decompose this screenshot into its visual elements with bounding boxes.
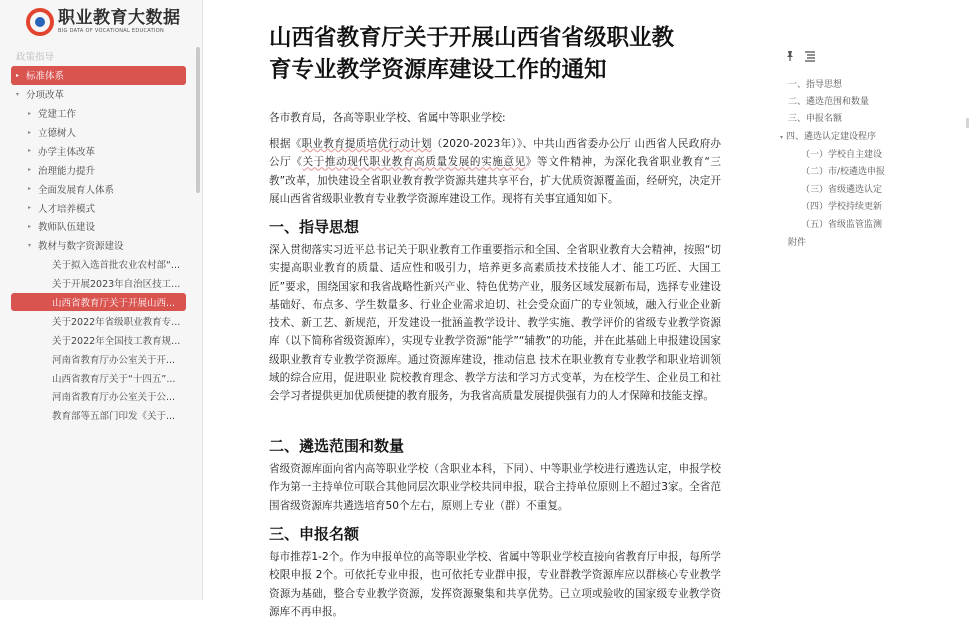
chevron-right-icon[interactable]: ▸ <box>16 71 20 79</box>
outline-item[interactable] <box>801 217 882 230</box>
intro-text: （2020-2023年）》、中共山西省委办公厅 山西省人民政府办公厅《 <box>269 138 722 169</box>
sidebar <box>0 0 203 600</box>
intro-text: 》等文件精神，为深化我省职业教育“三教”改革，加快建设全省职业教育教学资源共建共享平台，扩大优质资源覆盖面，经研究，决定开展山西省省级职业教育专业教学资源库建设工作。现将有关事宜通知如下。 <box>269 156 721 205</box>
chevron-right-icon[interactable]: ▸ <box>28 185 32 193</box>
outline-item[interactable] <box>801 147 882 160</box>
outline-item-label: 四、遴选认定建设程序 <box>786 132 877 142</box>
sidebar-item-label: 办学主体改革 <box>38 146 96 158</box>
chevron-right-icon[interactable]: ▸ <box>28 109 32 117</box>
sidebar-item-label: 关于2022年省级职业教育专... <box>52 316 181 328</box>
outline-item[interactable] <box>788 111 842 124</box>
document-content <box>203 0 760 618</box>
outline-item[interactable] <box>780 129 876 142</box>
sidebar-item-label: 关于2022年全国技工教育规... <box>52 335 181 347</box>
chevron-right-icon[interactable]: ▸ <box>28 204 32 212</box>
outline-item[interactable] <box>801 182 882 195</box>
sidebar-item[interactable] <box>0 198 196 217</box>
sidebar-item[interactable] <box>0 160 196 179</box>
outline-item[interactable] <box>801 164 885 177</box>
logo-icon <box>26 8 54 36</box>
sidebar-item-label: 关于拟入选首批农业农村部“... <box>52 260 180 272</box>
sidebar-item-label: 治理能力提升 <box>38 165 96 177</box>
list-icon[interactable] <box>804 50 816 62</box>
section-paragraph-1: 深入贯彻落实习近平总书记关于职业教育工作重要指示和全国、全省职业教育大会精神，按照“切实提高职业教育的质量、适应性和吸引力，培养更多高素质技术技能人才、能工巧匠、大国工匠”要求，围绕国家和我省战略性新兴产业、特色优势产业，服务区域发展新布局，选择专业建设基础好、布点多、学生数量多、行业企业需求迫切、社会受众面广的专业领域，融入行业企业新技术、新工艺、新规范，开发建设一批涵盖教学设计、教学实施、教学评价的省级专业教学资源库（以下简称省级资源库），实现专业教学资源“能学”“辅教”的功能，并在此基础上申报建设国家级职业教育专业教学资源库。通过资源库建设，推动信息 技术在职业教育专业教学和职业培训领域的综合应用，促进职业 院校教育理念、教学方法和学习方式变革，为在校学生、企业员工和社会学习者提供更加优质便捷的教育服务，为我省高质量发展提供强有力的人才保障和技能支撑。 <box>269 244 721 403</box>
sidebar-item-label: 教育部等五部门印发《关于... <box>52 411 176 423</box>
section-paragraph-3: 每市推荐1-2个。作为申报单位的高等职业学校、省属中等职业学校直接向省教育厅申报，每所学校限申报 2个。可依托专业申报，也可依托专业群申报，专业群教学资源库应以群核心专业教学资源为基础，整合专业教学资源，发挥资源聚集和共享优势。已立项或验收的国家级专业教学资源库不再申报。 <box>269 551 721 618</box>
outline-toolbar <box>784 50 816 62</box>
intro-paragraph <box>269 135 721 208</box>
outline-item-label: （二）市/校遴选申报 <box>801 167 886 177</box>
outline-item-label: （四）学校持续更新 <box>801 202 883 212</box>
sidebar-item-label: 河南省教育厅办公室关于公... <box>52 392 176 404</box>
chevron-down-icon[interactable]: ▾ <box>16 90 20 98</box>
sidebar-item[interactable] <box>0 349 196 368</box>
sidebar-item[interactable] <box>0 311 196 330</box>
sidebar-item[interactable] <box>0 47 196 66</box>
sidebar-item-label: 分项改革 <box>26 90 65 102</box>
title-line-1: 山西省教育厅关于开展山西省省级职业教 <box>269 25 675 51</box>
logo-subtitle: BIG DATA OF VOCATIONAL EDUCATION <box>58 28 165 34</box>
sidebar-item-label: 教材与数字资源建设 <box>38 241 124 253</box>
outline-item-label: 二、遴选范围和数量 <box>788 97 870 107</box>
outline-item-label: （三）省级遴选认定 <box>801 185 883 195</box>
intro-text: 根据《 <box>269 138 302 150</box>
section-heading-1: 一、指导思想 <box>269 218 360 236</box>
sidebar-item-label: 河南省教育厅办公室关于开... <box>52 354 176 366</box>
sidebar-item[interactable] <box>0 255 196 274</box>
chevron-down-icon[interactable]: ▾ <box>28 241 32 249</box>
outline-item-label: 一、指导思想 <box>788 80 843 90</box>
sidebar-item[interactable] <box>11 293 186 312</box>
sidebar-item[interactable] <box>0 387 196 406</box>
chevron-right-icon[interactable]: ▸ <box>28 147 32 155</box>
chevron-right-icon[interactable]: ▸ <box>28 166 32 174</box>
title-line-2: 育专业教学资源库建设工作的通知 <box>269 57 607 83</box>
chevron-right-icon[interactable]: ▸ <box>28 222 32 230</box>
right-scrollbar[interactable] <box>966 118 969 128</box>
chevron-down-icon[interactable]: ▾ <box>780 134 784 141</box>
sidebar-item[interactable] <box>0 330 196 349</box>
outline-item[interactable] <box>788 94 869 107</box>
sidebar-item[interactable] <box>0 123 196 142</box>
section-heading-2: 二、遴选范围和数量 <box>269 437 405 455</box>
sidebar-scrollbar[interactable] <box>196 47 200 193</box>
sidebar-item[interactable] <box>0 368 196 387</box>
sidebar-item-label: 全面发展育人体系 <box>38 184 115 196</box>
sidebar-item-label: 立德树人 <box>38 128 77 139</box>
chevron-right-icon[interactable]: ▸ <box>28 128 32 136</box>
sidebar-item[interactable] <box>0 141 196 160</box>
outline-item-label: 三、申报名额 <box>788 114 843 124</box>
sidebar-item[interactable] <box>0 217 196 236</box>
sidebar-item-label: 政策指导 <box>16 52 55 64</box>
pin-icon[interactable] <box>784 50 796 62</box>
sidebar-item-label: 标准体系 <box>26 71 65 83</box>
outline-item-label: （一）学校自主建设 <box>801 150 883 160</box>
sidebar-item-label: 关于开展2023年自治区技工... <box>52 279 181 291</box>
sidebar-item-label: 山西省教育厅关于开展山西... <box>52 298 176 310</box>
salutation: 各市教育局，各高等职业学校、省属中等职业学校: <box>269 112 506 124</box>
section-paragraph-2: 省级资源库面向省内高等职业学校（含职业本科，下同）、中等职业学校进行遴选认定，申报学校作为第一主持单位可联合其他同层次职业学校共同申报，联合主持单位原则上不超过3家。全省范围省级资源库共遴选培育50个左右，原则上专业（群）不重复。 <box>269 463 721 512</box>
sidebar-item-label: 党建工作 <box>38 109 77 121</box>
sidebar-item[interactable] <box>11 66 186 85</box>
outline-panel <box>760 0 970 600</box>
outline-item-label: 附件 <box>788 238 807 248</box>
page-title <box>269 22 739 86</box>
sidebar-item[interactable] <box>0 236 196 255</box>
outline-item[interactable] <box>788 235 806 248</box>
sidebar-item[interactable] <box>0 85 196 104</box>
logo-title: 职业教育大数据 <box>58 8 181 28</box>
sidebar-item-label: 人才培养模式 <box>38 203 96 215</box>
intro-link-2[interactable]: 关于推动现代职业教育高质量发展的实施意见 <box>302 156 526 169</box>
logo[interactable] <box>26 7 181 37</box>
outline-item[interactable] <box>788 77 842 90</box>
section-heading-3: 三、申报名额 <box>269 525 360 543</box>
sidebar-item-label: 山西省教育厅关于“十四五”... <box>52 373 176 385</box>
sidebar-item[interactable] <box>0 179 196 198</box>
outline-item-label: （五）省级监管监测 <box>801 220 883 230</box>
sidebar-item[interactable] <box>0 406 196 425</box>
sidebar-item[interactable] <box>0 104 196 123</box>
intro-link-1[interactable]: 职业教育提质培优行动计划 <box>301 138 432 150</box>
sidebar-nav <box>0 47 196 425</box>
outline-item[interactable] <box>801 199 882 212</box>
sidebar-item-label: 教师队伍建设 <box>38 222 96 234</box>
sidebar-item[interactable] <box>0 274 196 293</box>
